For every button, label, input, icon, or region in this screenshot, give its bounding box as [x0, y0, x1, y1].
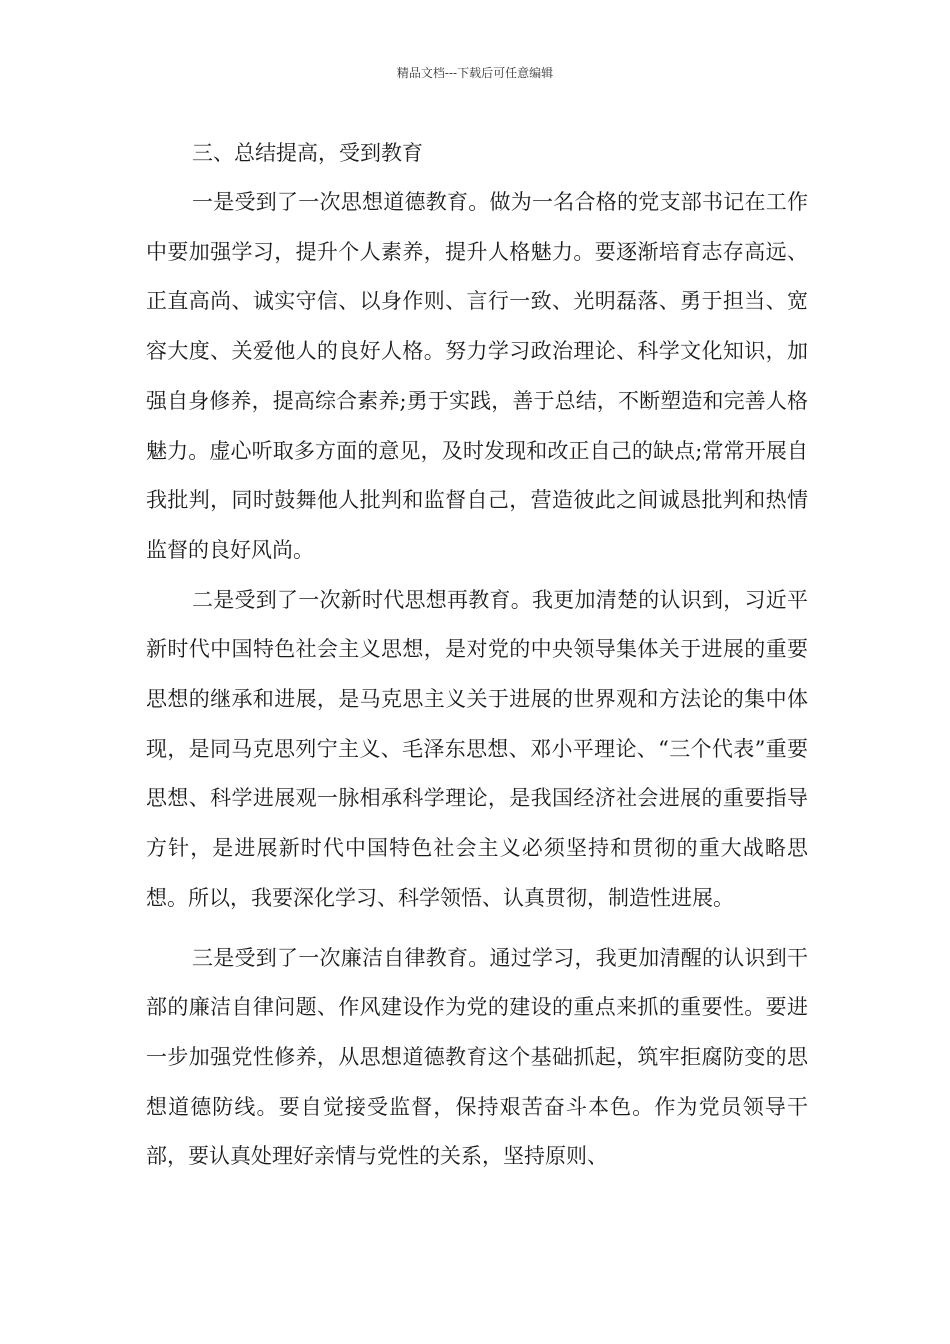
section-heading: 三、总结提高，受到教育 [192, 141, 423, 165]
paragraph-3: 三是受到了一次廉洁自律教育。通过学习，我更加清醒的认识到干部的廉洁自律问题、作风建设作为党的建设的重点来抓的重要性。要进一步加强党性修养，从思想道德教育这个基础抓起，筑牢拒腐防变的思想道德防线。要自觉接受监督，保持艰苦奋斗本色。作为党员领导干部，要认真处理好亲情与党性的关系，坚持原则、 [146, 945, 808, 1169]
paragraph-1: 一是受到了一次思想道德教育。做为一名合格的党支部书记在工作中要加强学习，提升个人素养，提升人格魅力。要逐渐培育志存高远、正直高尚、诚实守信、以身作则、言行一致、光明磊落、勇于担当、宽容大度、关爱他人的良好人格。努力学习政治理论、科学文化知识，加强自身修养，提高综合素养;勇于实践，善于总结，不断塑造和完善人格魅力。虚心听取多方面的意见，及时发现和改正自己的缺点;常常开展自我批判，同时鼓舞他人批判和监督自己，营造彼此之间诚恳批判和热情监督的良好风尚。 [146, 190, 808, 562]
document-body [146, 128, 808, 1182]
page-header: 精品文档---下载后可任意编辑 [396, 66, 554, 80]
paragraph-2: 二是受到了一次新时代思想再教育。我更加清楚的认识到，习近平新时代中国特色社会主义思想，是对党的中央领导集体关于进展的重要思想的继承和进展，是马克思主义关于进展的世界观和方法论的集中体现，是同马克思列宁主义、毛泽东思想、邓小平理论、“三个代表”重要思想、科学进展观一脉相承科学理论，是我国经济社会进展的重要指导方针，是进展新时代中国特色社会主义必须坚持和贯彻的重大战略思想。所以，我要深化学习、科学领悟、认真贯彻，制造性进展。 [146, 587, 808, 910]
